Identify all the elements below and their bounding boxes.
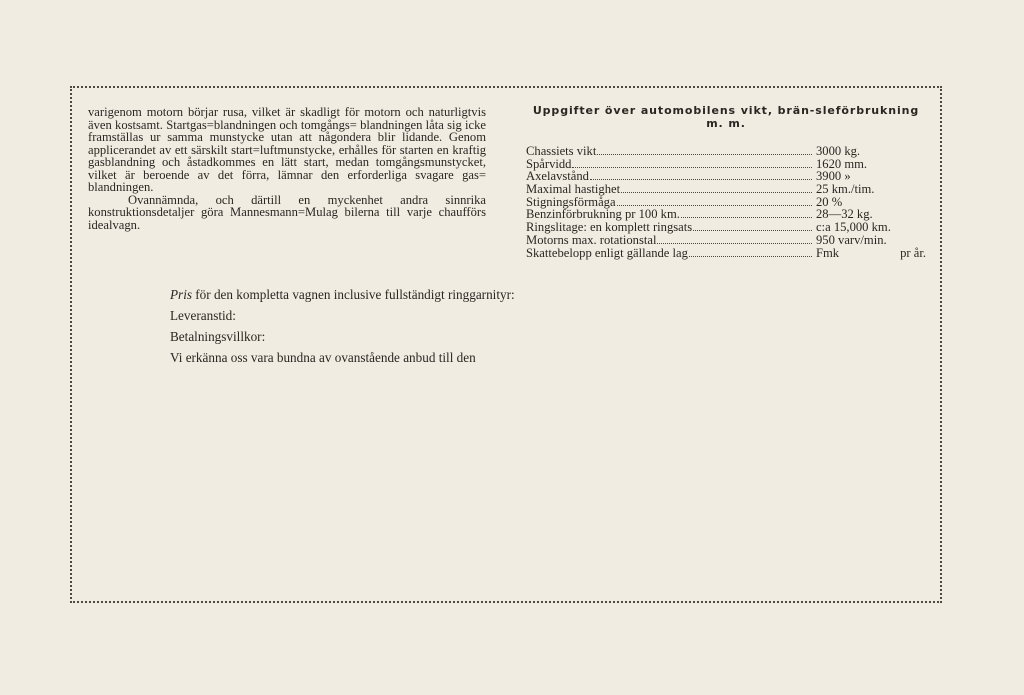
specs-heading: Uppgifter över automobilens vikt, brän-sleförbrukning m. m. <box>532 104 920 130</box>
spec-label: Benzinförbrukning pr 100 km. <box>526 207 680 222</box>
spec-label: Skattebelopp enligt gällande lag <box>526 245 688 260</box>
spec-value-cell <box>816 145 926 158</box>
spec-value: 20 % <box>816 194 843 209</box>
spec-label: Spårvidd <box>526 156 572 171</box>
spec-value: Fmk <box>816 245 840 260</box>
binding-offer-line: Vi erkänna oss vara bundna av ovanstående anbud till den <box>170 350 476 365</box>
price-word: Pris <box>170 287 192 302</box>
spec-value: 3900 » <box>816 169 851 184</box>
leader-dots <box>597 145 812 155</box>
spec-value: 3000 kg. <box>816 144 861 158</box>
spec-value: 1620 mm. <box>816 156 868 171</box>
leader-dots <box>621 183 812 193</box>
leader-dots <box>681 208 812 218</box>
spec-label: Maximal hastighet <box>526 182 621 197</box>
spec-value-cell <box>816 183 926 196</box>
spec-row-tire-wear <box>526 221 926 234</box>
spec-value: 25 km./tim. <box>816 182 875 197</box>
spec-label: Axelavstånd <box>526 169 589 184</box>
spec-label: Chassiets vikt <box>526 144 597 158</box>
leader-dots <box>693 221 812 231</box>
spec-value-cell <box>816 234 926 247</box>
spec-value-cell <box>816 247 926 260</box>
spec-label: Stigningsförmåga <box>526 194 616 209</box>
spec-value-cell <box>816 221 926 234</box>
offer-form <box>170 284 515 368</box>
spec-value: c:a 15,000 km. <box>816 220 891 235</box>
spec-suffix: pr år. <box>900 245 926 260</box>
leader-dots <box>657 234 812 244</box>
specs-table <box>526 145 926 259</box>
spec-row-max-speed <box>526 183 926 196</box>
price-line <box>170 284 515 305</box>
spec-label: Motorns max. rotationstal <box>526 232 657 247</box>
spec-row-rpm <box>526 234 926 247</box>
spec-row-weight <box>526 145 926 158</box>
price-text: för den kompletta vagnen inclusive fullständigt ringgarnityr: <box>191 287 515 302</box>
leader-dots <box>572 158 812 168</box>
leader-dots <box>689 247 812 257</box>
spec-value: 950 varv/min. <box>816 232 887 247</box>
spec-value: 28—32 kg. <box>816 207 873 222</box>
paragraph-2: Ovannämnda, och därtill en myckenhet andra sinnrika konstruktionsdetaljer göra Mannesmann=Mulag bilerna till varje chaufförs idealvagn. <box>88 192 486 232</box>
payment-terms-line: Betalningsvillkor: <box>170 329 266 344</box>
spec-label: Ringslitage: en komplett ringsats <box>526 220 693 235</box>
leader-dots <box>617 196 812 206</box>
spec-row-tax <box>526 247 926 260</box>
delivery-time-line: Leveranstid: <box>170 308 236 323</box>
paragraph-1: varigenom motorn börjar rusa, vilket är skadligt för motorn och naturligtvis även kostsamt. Startgas=blandningen och tomgångs= blandningen låta sig icke framställas ur samma munstycke utan att någondera blir lidande. Genom applicerandet av ett särskilt start=luftmunstycke, erhålles för starten en kraftig gasblandning och åstadkommes en lätt start, medan tomgångsmunstycket, vilket är beroende av det förra, lämnar den erforderliga svagare gas= blandningen. <box>88 105 486 194</box>
leader-dots <box>590 170 812 180</box>
body-text-column <box>88 106 486 231</box>
